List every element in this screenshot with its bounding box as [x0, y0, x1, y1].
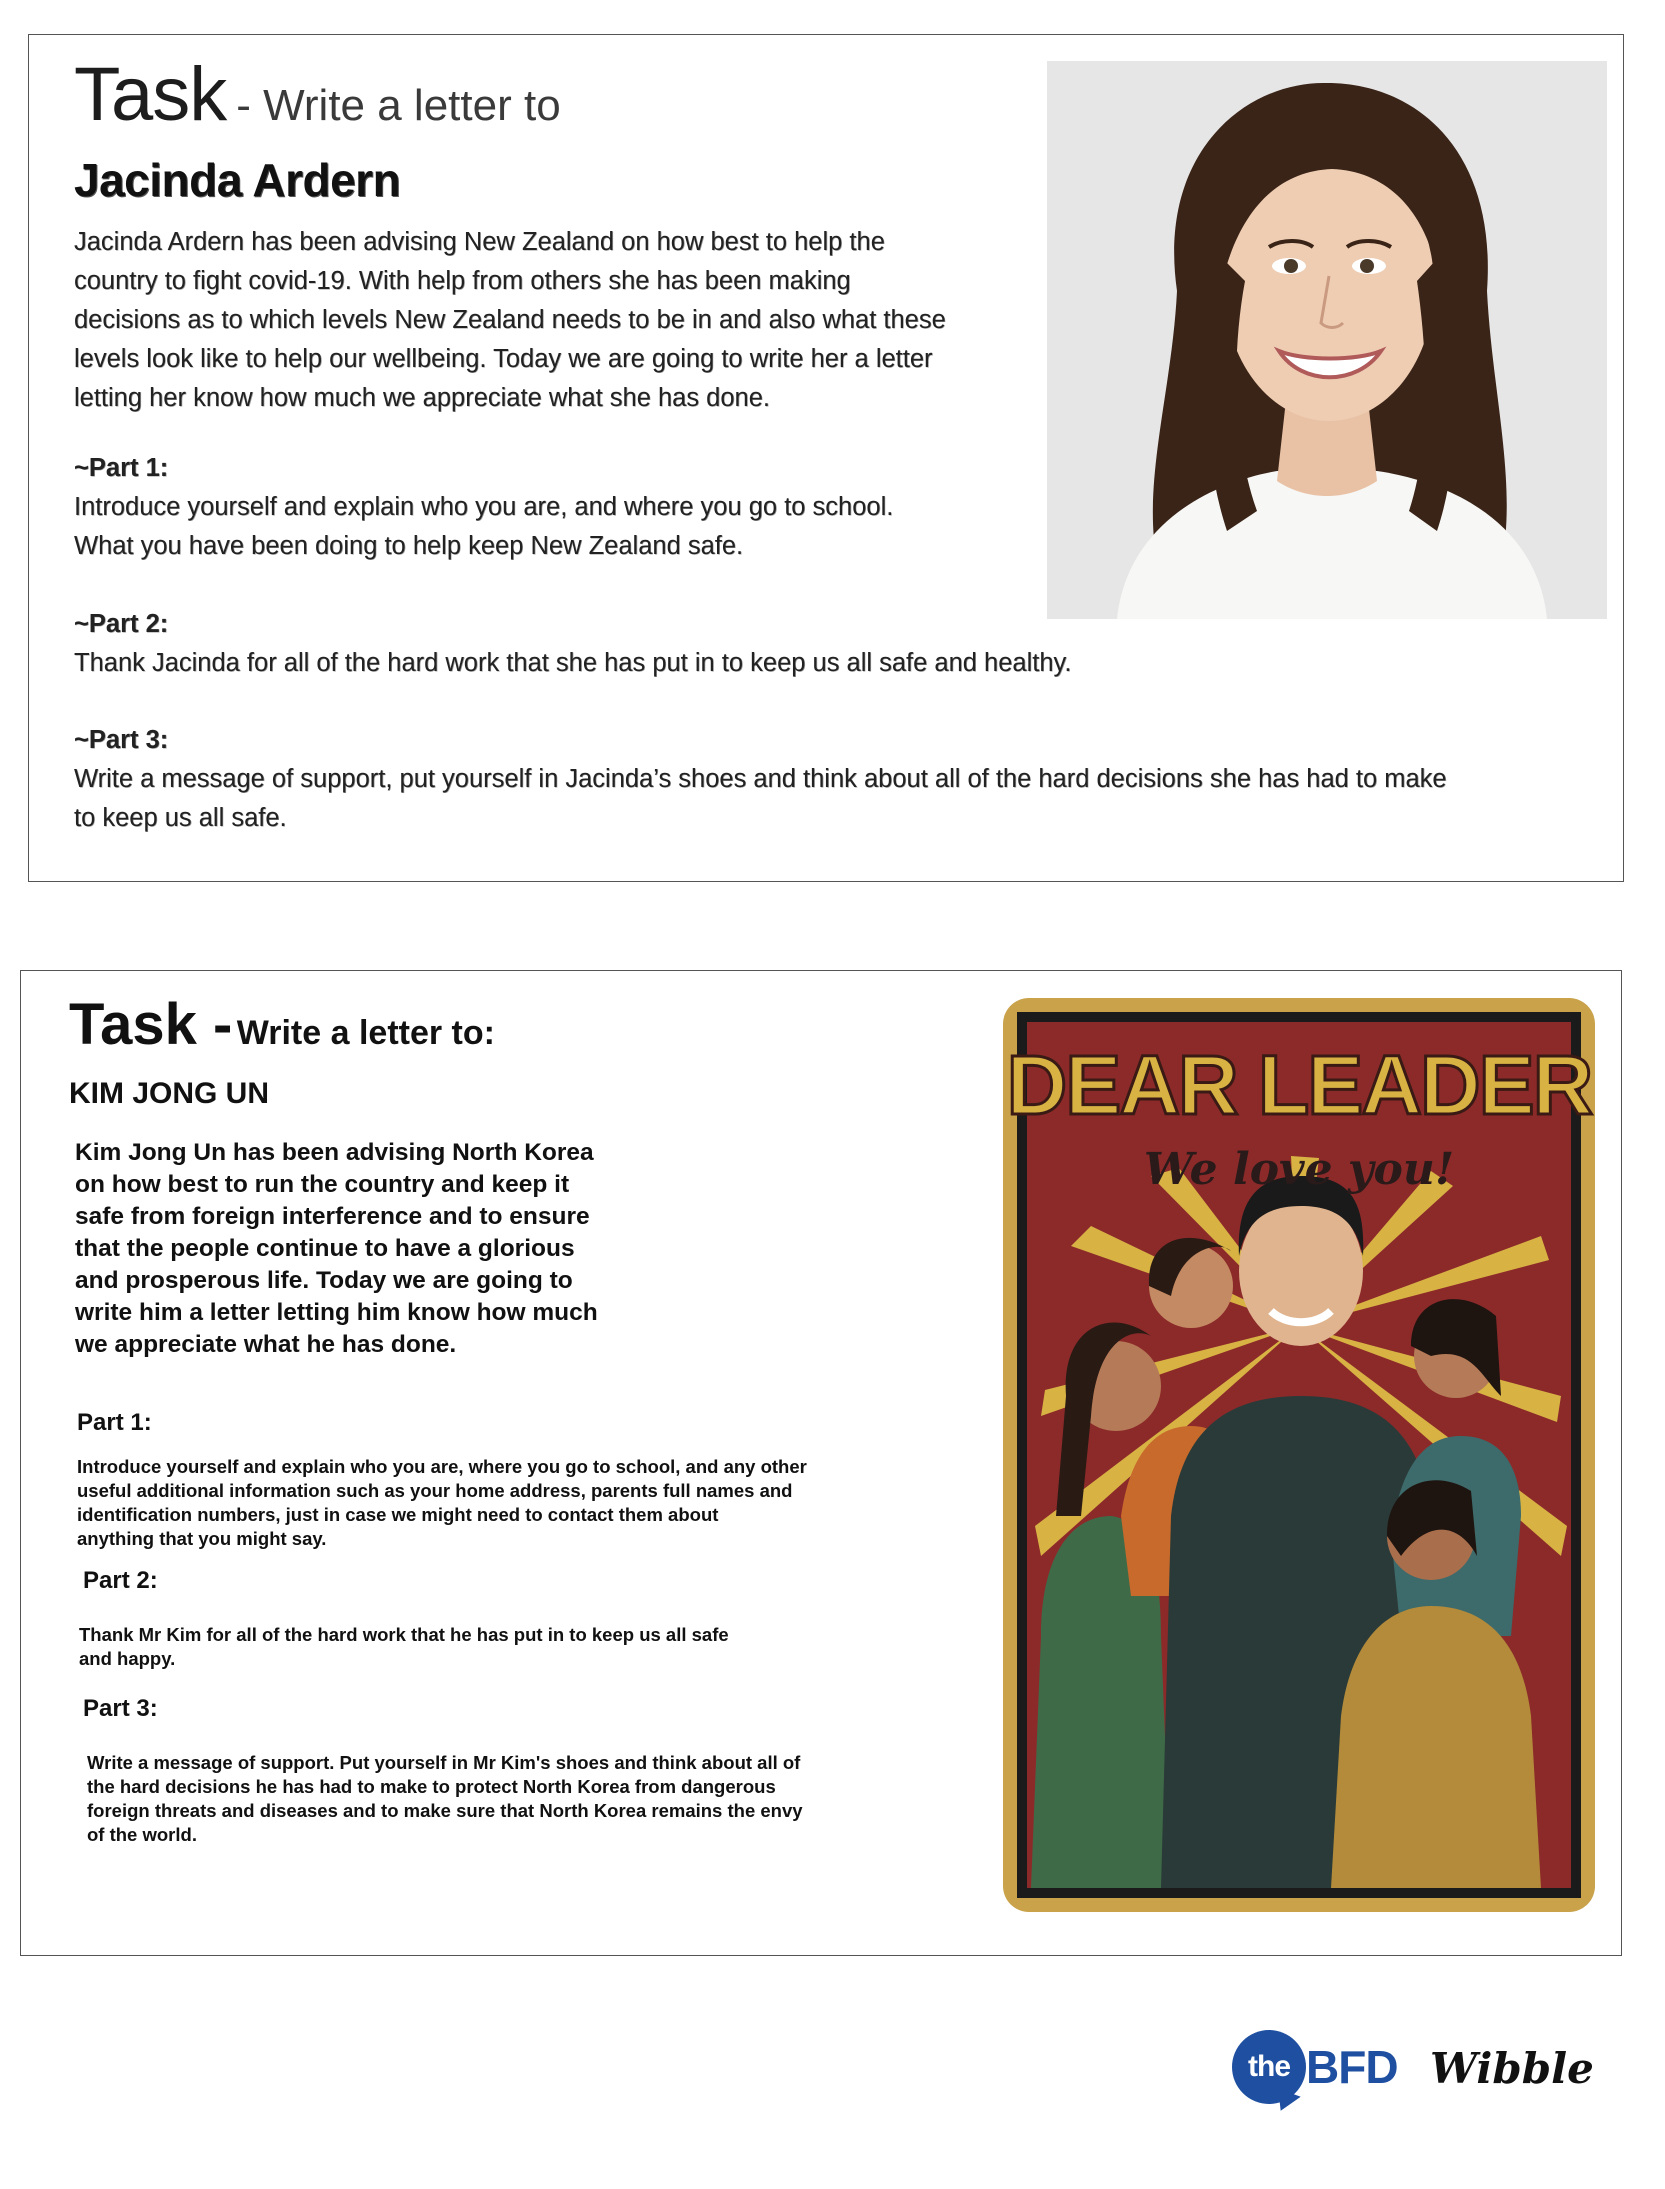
part1-line: anything that you might say.	[77, 1528, 327, 1549]
part1-text	[77, 1455, 917, 1551]
part1-heading: Part 1:	[77, 1409, 152, 1436]
part3-line: to keep us all safe.	[74, 804, 287, 832]
task-description	[75, 1137, 715, 1361]
part1-line: What you have been doing to help keep New Zealand safe.	[74, 532, 744, 560]
recipient-name: KIM JONG UN	[69, 1077, 270, 1110]
jacinda-task-card	[28, 34, 1624, 882]
part1-line: useful additional information such as your home address, parents full names and	[77, 1480, 793, 1501]
part3-section	[74, 721, 1447, 838]
part1-line: identification numbers, just in case we might need to contact them about	[77, 1504, 719, 1525]
part3-line: foreign threats and diseases and to make sure that North Korea remains the envy	[87, 1800, 803, 1821]
description-line: that the people continue to have a glorious	[75, 1235, 575, 1262]
portrait-photo	[1047, 61, 1607, 619]
description-line: Kim Jong Un has been advising North Korea	[75, 1139, 594, 1166]
recipient-name: Jacinda Ardern	[74, 154, 401, 206]
task-heading	[69, 991, 495, 1058]
task-subtitle: - Write a letter to	[236, 81, 561, 130]
kim-task-card	[20, 970, 1622, 1956]
dear-leader-poster	[1001, 996, 1597, 1914]
description-line: safe from foreign interference and to ensure	[75, 1203, 590, 1230]
description-line: and prosperous life. Today we are going to	[75, 1267, 573, 1294]
task-description	[74, 223, 1074, 418]
description-line: Jacinda Ardern has been advising New Zealand on how best to help the	[74, 228, 885, 256]
poster-headline: DEAR LEADER	[1006, 1038, 1592, 1132]
part3-heading: Part 3:	[83, 1695, 158, 1722]
part1-section	[74, 449, 893, 566]
description-line: levels look like to help our wellbeing. Today we are going to write her a letter	[74, 345, 933, 373]
part2-heading: Part 2:	[83, 1567, 158, 1594]
part2-text	[79, 1623, 919, 1671]
portrait-illustration	[1047, 61, 1607, 619]
description-line: we appreciate what he has done.	[75, 1331, 457, 1358]
description-line: on how best to run the country and keep it	[75, 1171, 570, 1198]
task-word: Task -	[69, 992, 233, 1057]
description-line: letting her know how much we appreciate what she has done.	[74, 384, 770, 412]
part1-heading: ~Part 1:	[74, 454, 169, 482]
task-word: Task	[74, 52, 227, 137]
part1-line: Introduce yourself and explain who you are, where you go to school, and any other	[77, 1456, 807, 1477]
poster-illustration	[1001, 996, 1597, 1914]
part3-text	[87, 1751, 927, 1847]
part1-line: Introduce yourself and explain who you are, and where you go to school.	[74, 493, 894, 521]
task-subtitle: Write a letter to:	[236, 1014, 495, 1052]
logo-the: the	[1248, 2050, 1290, 2083]
part2-line: Thank Jacinda for all of the hard work that she has put in to keep us all safe and healthy.	[74, 649, 1072, 677]
task-heading	[74, 51, 561, 138]
logo-wibble: Wibble	[1430, 2044, 1594, 2093]
part3-line: of the world.	[87, 1824, 197, 1845]
speech-bubble-icon	[1232, 2030, 1306, 2104]
part2-line: and happy.	[79, 1648, 176, 1669]
description-line: country to fight covid-19. With help from others she has been making	[74, 267, 851, 295]
description-line: write him a letter letting him know how much	[75, 1299, 598, 1326]
logo-bfd: BFD	[1306, 2041, 1398, 2093]
description-line: decisions as to which levels New Zealand needs to be in and also what these	[74, 306, 946, 334]
part2-line: Thank Mr Kim for all of the hard work that he has put in to keep us all safe	[79, 1624, 729, 1645]
thebfd-wibble-logo	[1232, 2030, 1594, 2110]
part2-heading: ~Part 2:	[74, 610, 169, 638]
part3-heading: ~Part 3:	[74, 726, 169, 754]
part3-line: Write a message of support, put yourself in Jacinda’s shoes and think about all of the hard decisions she has had to make	[74, 765, 1447, 793]
part3-line: the hard decisions he has had to make to protect North Korea from dangerous	[87, 1776, 776, 1797]
poster-subline: We love you!	[1143, 1144, 1455, 1195]
part2-section	[74, 605, 1071, 683]
part3-line: Write a message of support. Put yourself in Mr Kim's shoes and think about all of	[87, 1752, 801, 1773]
